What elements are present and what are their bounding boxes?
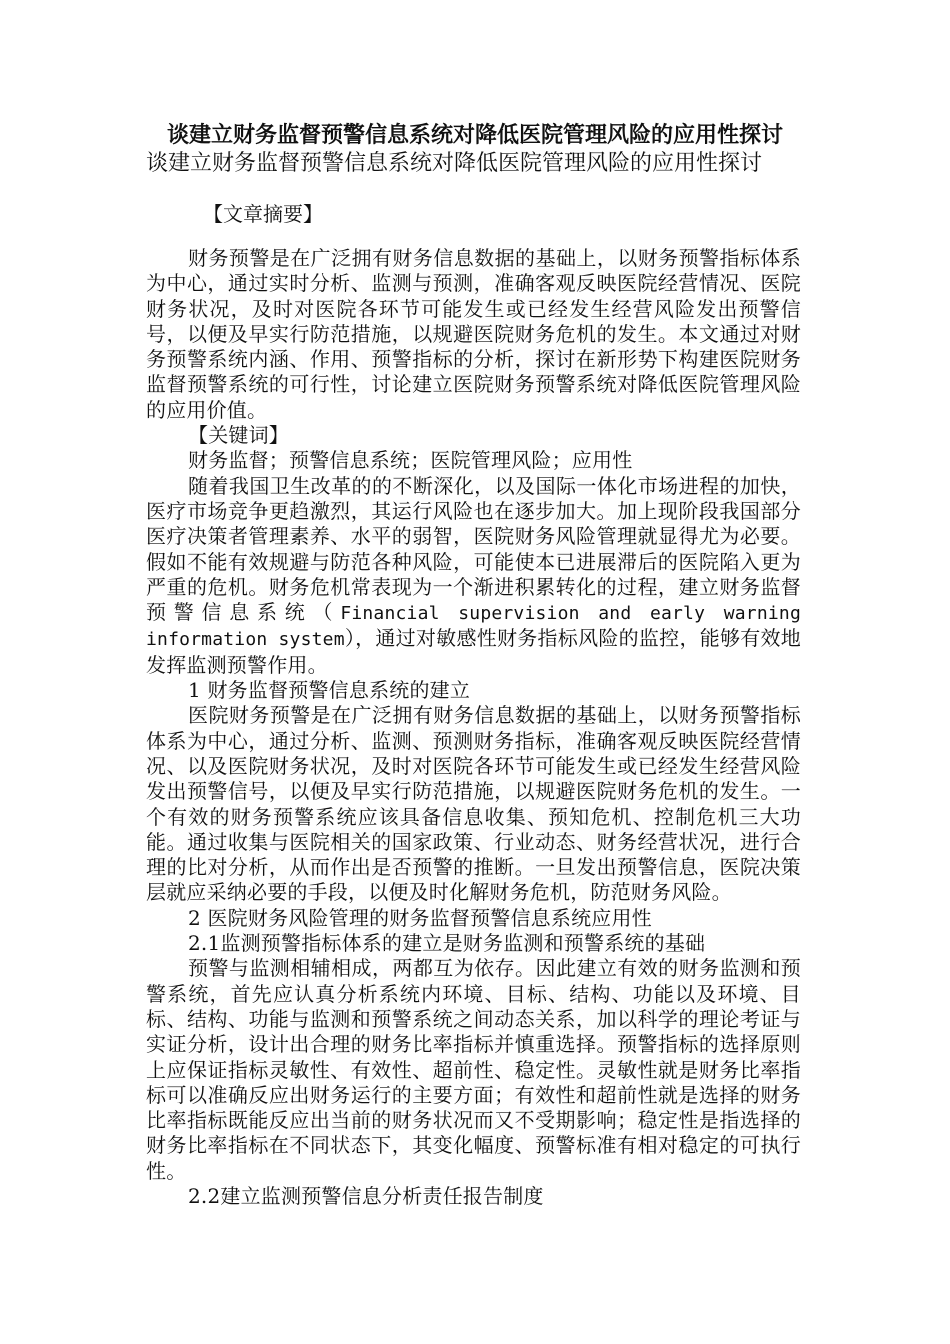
intro-text-end: ），通过对敏感性财务指标风险的监控，能够有效地发挥监测预警作用。 <box>146 626 801 677</box>
section-2-1-paragraph: 预警与监测相辅相成，两都互为依存。因此建立有效的财务监测和预警系统，首先应认真分析系统内环境、目标、结构、功能以及环境、目标、结构、功能与监测和预警系统之间动态关系，加以科学的理论考证与实证分析，设计出合理的财务比率指标并慎重选择。预警指标的选择原则上应保证指标灵敏性、有效性、超前性、稳定性。灵敏性就是财务比率指标可以准确反应出财务运行的主要方面；有效性和超前性就是选择的财务比率指标既能反应出当前的财务状况而又不受期影响；稳定性是指选择的财务比率指标在不同状态下，其变化幅度、预警标准有相对稳定的可执行性。 <box>146 956 801 1183</box>
section-2-1-heading: 2.1监测预警指标体系的建立是财务监测和预警系统的基础 <box>188 931 706 956</box>
keywords-heading: 【关键词】 <box>188 423 289 448</box>
document-body <box>146 246 801 1209</box>
section-2-2-heading: 2.2建立监测预警信息分析责任报告制度 <box>188 1183 544 1208</box>
section-1-heading: 1 财务监督预警信息系统的建立 <box>188 678 471 703</box>
document-subtitle: 谈建立财务监督预警信息系统对降低医院管理风险的应用性探讨 <box>146 151 763 176</box>
document-title: 谈建立财务监督预警信息系统对降低医院管理风险的应用性探讨 <box>166 123 783 148</box>
section-1-paragraph: 医院财务预警是在广泛拥有财务信息数据的基础上，以财务预警指标体系为中心，通过分析、监测、预测财务指标，准确客观反映医院经营情况、以及医院财务状况，及时对医院各环节可能发生或已经发生经营风险发出预警信号，以便及早实行防范措施，以规避医院财务危机的发生。一个有效的财务预警系统应该具备信息收集、预知危机、控制危机三大功能。通过收集与医院相关的国家政策、行业动态、财务经营状况，进行合理的比对分析，从而作出是否预警的推断。一旦发出预警信息，医院决策层就应采纳必要的手段，以便及时化解财务危机，防范财务风险。 <box>146 703 801 905</box>
abstract-heading: 【文章摘要】 <box>203 202 323 226</box>
intro-text-start: 随着我国卫生改革的的不断深化，以及国际一体化市场进程的加快，医疗市场竞争更趋激烈，其运行风险也在逐步加大。加上现阶段我国部分医疗决策者管理素养、水平的弱智，医院财务风险管理就显得尤为必要。假如不能有效规避与防范各种风险，可能使本已进展滞后的医院陷入更为严重的危机。财务危机常表现为一个渐进积累转化的过程，建立财务监督预警信息系统（ <box>146 473 801 625</box>
intro-paragraph <box>146 474 801 678</box>
intro-english-term: Financial supervision and early warning information system <box>146 603 801 651</box>
keywords-paragraph: 财务监督；预警信息系统；医院管理风险；应用性 <box>188 448 633 473</box>
section-2-heading: 2 医院财务风险管理的财务监督预警信息系统应用性 <box>188 905 652 930</box>
abstract-paragraph: 财务预警是在广泛拥有财务信息数据的基础上，以财务预警指标体系为中心，通过实时分析、监测与预测，准确客观反映医院经营情况、医院财务状况，及时对医院各环节可能发生或已经发生经营风险发出预警信号，以便及早实行防范措施，以规避医院财务危机的发生。本文通过对财务预警系统内涵、作用、预警指标的分析，探讨在新形势下构建医院财务监督预警系统的可行性，讨论建立医院财务预警系统对降低医院管理风险的应用价值。 <box>146 246 801 422</box>
